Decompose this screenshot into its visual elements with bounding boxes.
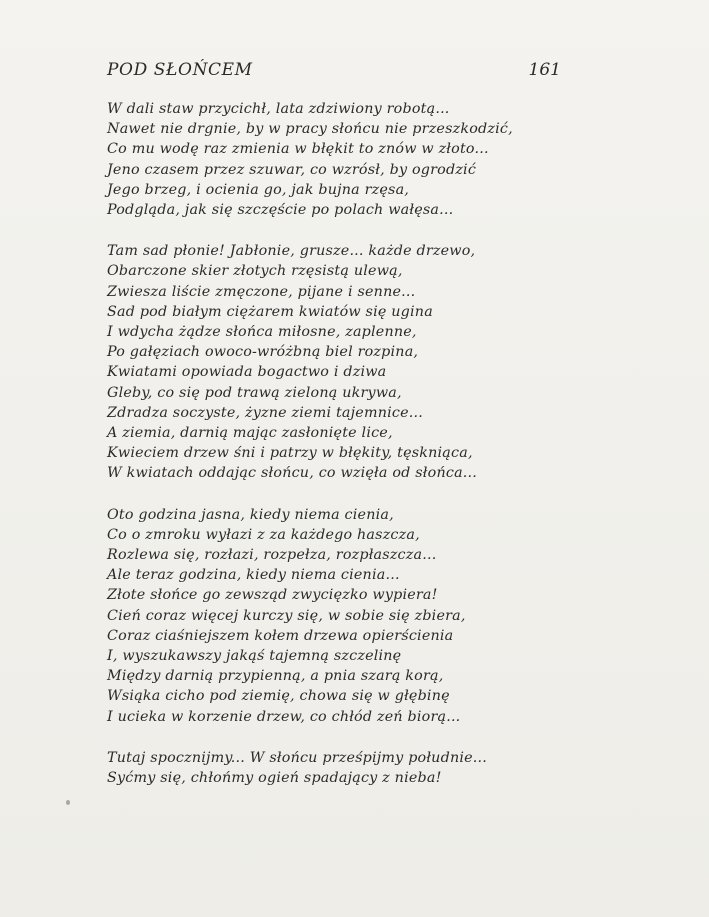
poem-line: Złote słońce go zewsząd zwycięzko wypiera! xyxy=(107,587,438,604)
poem-line: I, wyszukawszy jakąś tajemną szczelinę xyxy=(107,648,402,665)
poem-line: W kwiatach oddając słońcu, co wzięła od słońca... xyxy=(107,465,478,482)
poem-line: Kwieciem drzew śni i patrzy w błękity, tęskniąca, xyxy=(107,445,473,462)
poem-line: I ucieka w korzenie drzew, co chłód zeń biorą... xyxy=(107,708,461,725)
poem-line: Sad pod białym ciężarem kwiatów się ugina xyxy=(107,303,433,320)
poem-line: Gleby, co się pod trawą zieloną ukrywa, xyxy=(107,384,402,401)
poem-line: Coraz ciaśniejszem kołem drzewa opierścienia xyxy=(107,627,454,644)
stanza xyxy=(107,748,547,788)
poem-line: Wsiąka cicho pod ziemię, chowa się w głębinę xyxy=(107,688,450,705)
poem-line: Kwiatami opowiada bogactwo i dziwa xyxy=(107,364,387,381)
poem-line: Nawet nie drgnie, by w pracy słońcu nie przeszkodzić, xyxy=(107,121,513,138)
poem-line: Cień coraz więcej kurczy się, w sobie się zbiera, xyxy=(107,607,466,624)
poem-line: Tutaj spocznijmy... W słońcu prześpijmy południe... xyxy=(107,749,488,766)
page-header xyxy=(107,60,561,84)
poem-line: A ziemia, darnią mając zasłonięte lice, xyxy=(107,425,393,442)
poem-line: Syćmy się, chłońmy ogień spadający z nieba! xyxy=(107,770,442,787)
running-title: POD SŁOŃCEM xyxy=(107,60,253,80)
stanza xyxy=(107,241,547,483)
poem-line: Między darnią przypienną, a pnia szarą korą, xyxy=(107,668,444,685)
poem-line: Zwiesza liście zmęczone, pijane i senne... xyxy=(107,283,416,300)
poem-line: W dali staw przycichł, lata zdziwiony robotą... xyxy=(107,101,450,117)
poem-line: Co o zmroku wyłazi z za każdego haszcza, xyxy=(107,526,420,543)
poem-line: Jeno czasem przez szuwar, co wzrósł, by ogrodzić xyxy=(107,161,477,178)
poem-line: Tam sad płonie! Jabłonie, grusze... każde drzewo, xyxy=(107,243,476,260)
page-number: 161 xyxy=(528,60,561,80)
paper-speck xyxy=(66,800,70,805)
poem-line: Rozlewa się, rozłazi, rozpełza, rozpłaszcza... xyxy=(107,547,437,564)
poem-line: Jego brzeg, i ocienia go, jak bujna rzęsa, xyxy=(107,181,410,198)
stanza xyxy=(107,505,547,727)
poem-line: I wdycha żądze słońca miłosne, zaplenne, xyxy=(107,324,417,341)
poem-line: Co mu wodę raz zmienia w błękit to znów w złoto... xyxy=(107,141,489,158)
poem-line: Oto godzina jasna, kiedy niema cienia, xyxy=(107,506,394,523)
stanza xyxy=(107,99,547,220)
poem-line: Ale teraz godzina, kiedy niema cienia... xyxy=(107,567,400,584)
poem-line: Obarczone skier złotych rzęsistą ulewą, xyxy=(107,263,403,280)
poem-line: Podgląda, jak się szczęście po polach wałęsa... xyxy=(107,202,454,219)
poem-line: Zdradza soczyste, żyzne ziemi tajemnice... xyxy=(107,404,423,421)
poem-line: Po gałęziach owoco-wróżbną biel rozpina, xyxy=(107,344,419,361)
poem-body xyxy=(107,99,547,809)
